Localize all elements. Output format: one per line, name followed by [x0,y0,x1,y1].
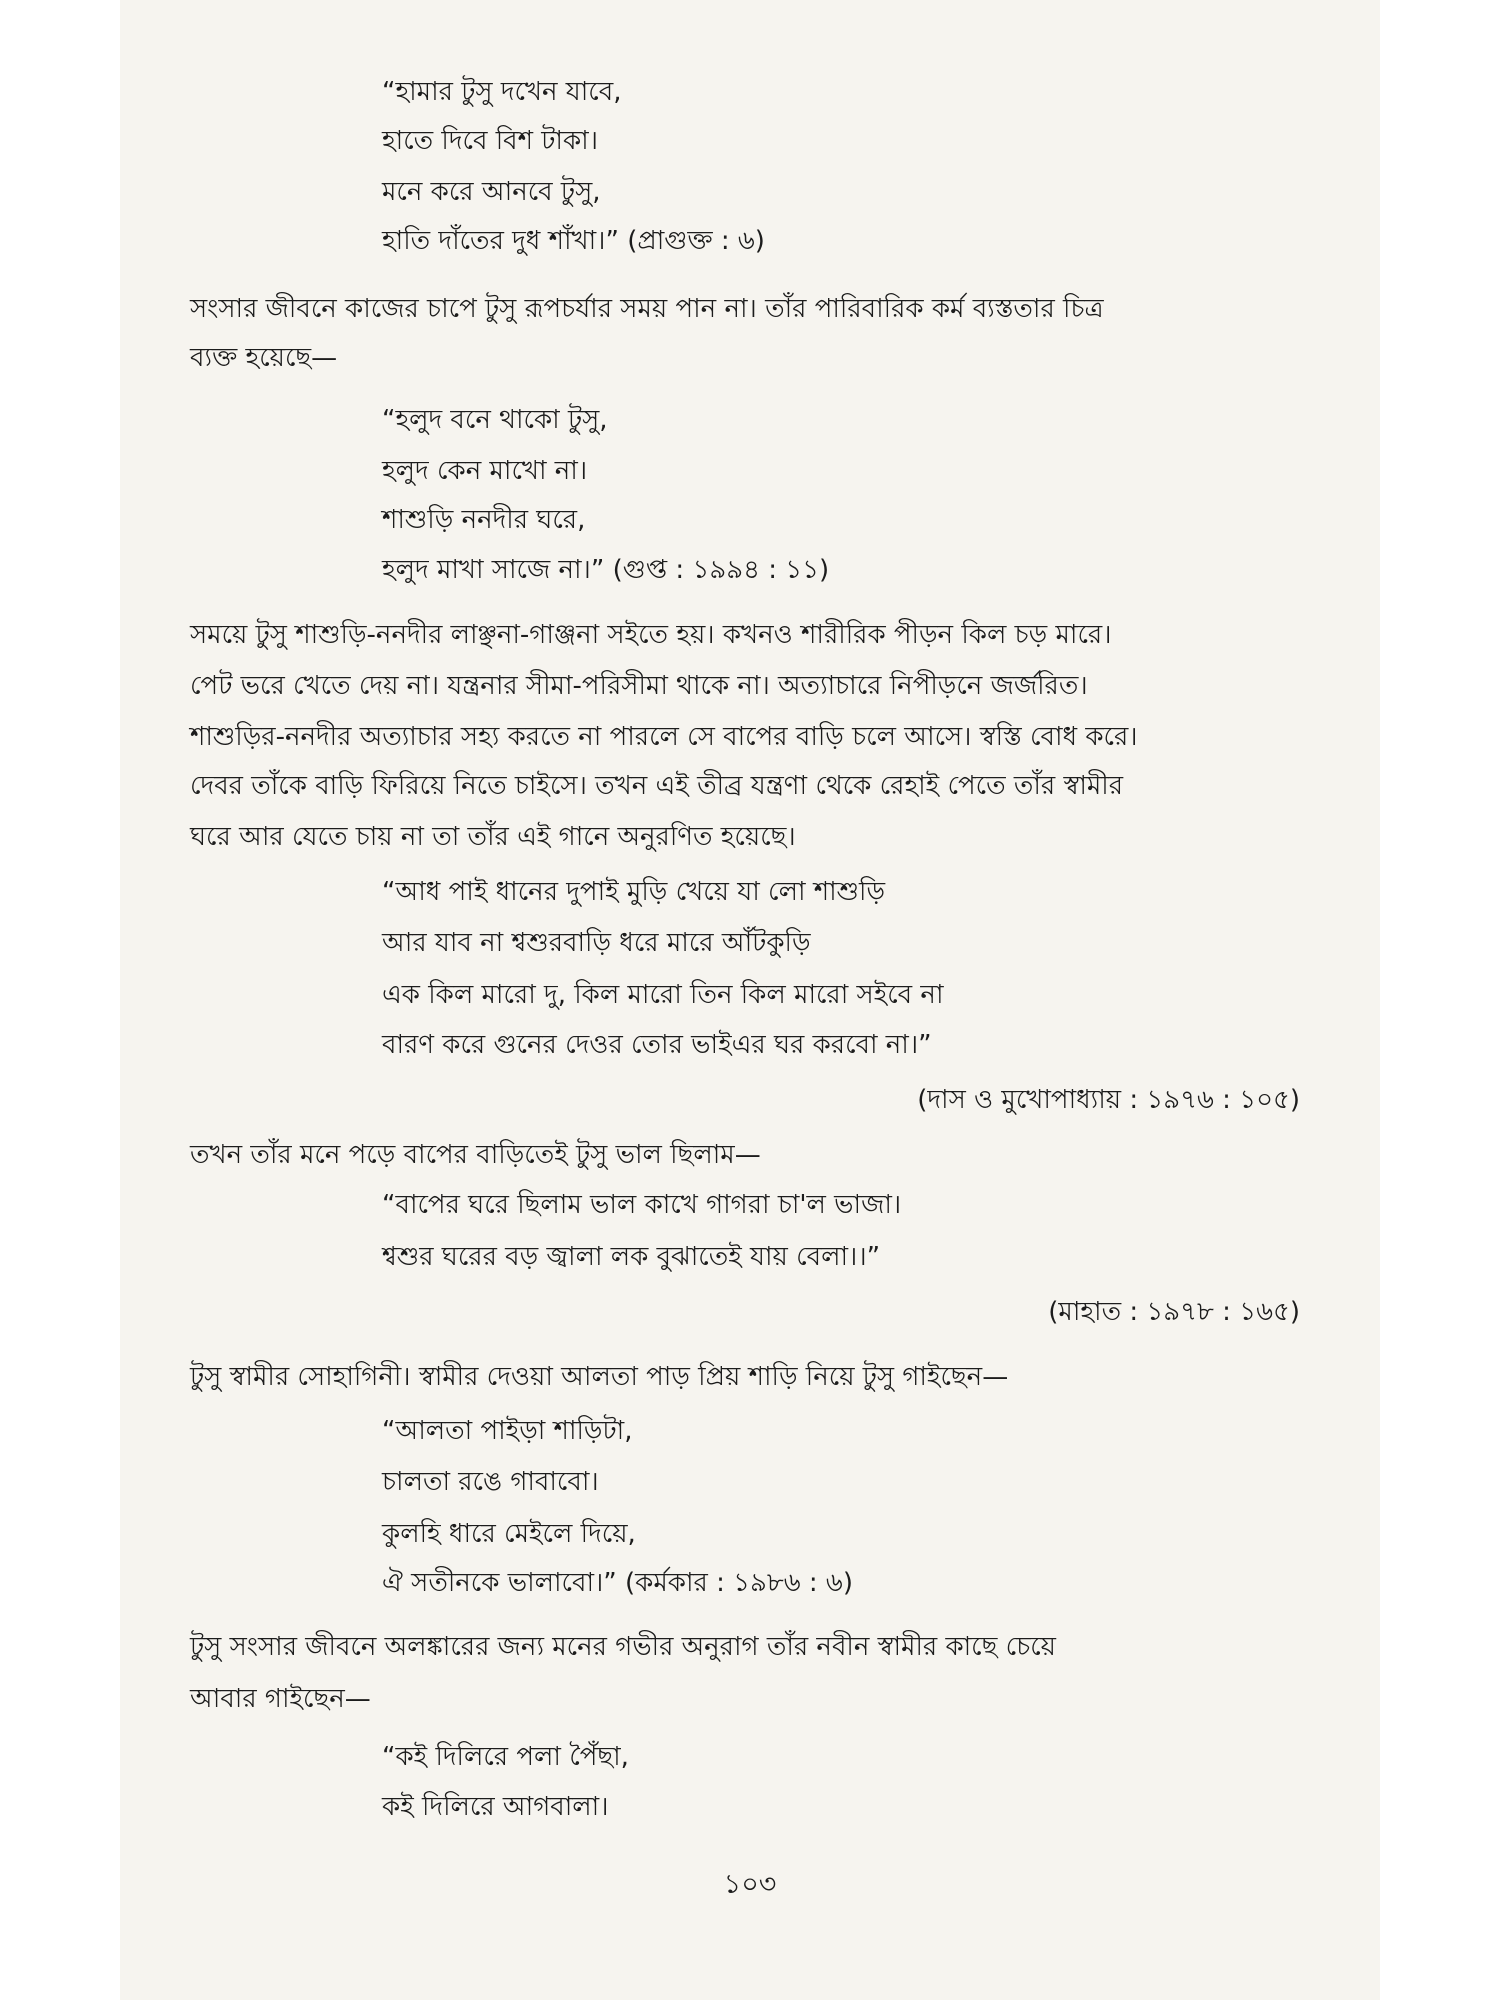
verse-line: “হলুদ বনে থাকো টুসু, [382,405,608,435]
verse-line: শ্বশুর ঘরের বড় জ্বালা লক বুঝাতেই যায় বেলা।।” [382,1242,881,1272]
verse-line: “বাপের ঘরে ছিলাম ভাল কাখে গাগরা চা'ল ভাজা। [382,1190,902,1220]
verse-line: চালতা রঙে গাবাবো। [382,1467,599,1497]
verse-line: “কই দিলিরে পলা পৈঁছা, [382,1742,629,1772]
paragraph-line: ঘরে আর যেতে চায় না তা তাঁর এই গানে অনুরণিত হয়েছে। [190,822,796,852]
paragraph-line: টুসু সংসার জীবনে অলঙ্কারের জন্য মনের গভীর অনুরাগ তাঁর নবীন স্বামীর কাছে চেয়ে [190,1632,1056,1662]
page-number: ১০৩ [723,1869,777,1900]
verse-line-with-citation: হলুদ মাখা সাজে না।” (গুপ্ত : ১৯৯৪ : ১১) [382,555,830,585]
verse-line: আর যাব না শ্বশুরবাড়ি ধরে মারে আঁটকুড়ি [382,928,811,958]
paragraph-line: সময়ে টুসু শাশুড়ি-ননদীর লাঞ্ছনা-গাঞ্জনা সইতে হয়। কখনও শারীরিক পীড়ন কিল চড় মারে। [190,620,1112,650]
verse-line: হলুদ কেন মাখো না। [382,456,588,486]
verse-line: মনে করে আনবে টুসু, [382,177,601,207]
verse-line: হাতে দিবে বিশ টাকা। [382,126,598,156]
paragraph-line: পেট ভরে খেতে দেয় না। যন্ত্রনার সীমা-পরিসীমা থাকে না। অত্যাচারে নিপীড়নে জর্জরিত। [190,671,1088,701]
show-through-text [820,75,828,109]
verse-line: বারণ করে গুনের দেওর তোর ভাইএর ঘর করবো না।” [382,1030,932,1060]
verse-line: কই দিলিরে আগবালা। [382,1792,609,1822]
paragraph-line: দেবর তাঁকে বাড়ি ফিরিয়ে নিতে চাইসে। তখন এই তীব্র যন্ত্রণা থেকে রেহাই পেতে তাঁর স্বামীর [190,771,1124,801]
paragraph-line: সংসার জীবনে কাজের চাপে টুসু রূপচর্যার সময় পান না। তাঁর পারিবারিক কর্ম ব্যস্ততার চিত্র [190,294,1104,324]
verse-line: “হামার টুসু দখেন যাবে, [382,77,622,107]
verse-line: “আধ পাই ধানের দুপাই মুড়ি খেয়ে যা লো শাশুড়ি [382,877,886,907]
paragraph-line: শাশুড়ির-ননদীর অত্যাচার সহ্য করতে না পারলে সে বাপের বাড়ি চলে আসে। স্বস্তি বোধ করে। [190,722,1138,752]
verse-line: এক কিল মারো দু, কিল মারো তিন কিল মারো সইবে না [382,980,944,1010]
verse-line-with-citation: ঐ সতীনকে ভালাবো।” (কর্মকার : ১৯৮৬ : ৬) [382,1568,853,1598]
verse-line: কুলহি ধারে মেইলে দিয়ে, [382,1519,636,1549]
paragraph-line: ব্যক্ত হয়েছে— [190,343,338,373]
paragraph-line: আবার গাইছেন— [190,1684,371,1714]
verse-line: শাশুড়ি ননদীর ঘরে, [382,505,586,535]
verse-line-with-citation: হাতি দাঁতের দুধ শাঁখা।” (প্রাগুক্ত : ৬) [382,226,765,256]
paragraph-line: তখন তাঁর মনে পড়ে বাপের বাড়িতেই টুসু ভাল ছিলাম— [190,1140,761,1170]
paragraph-line: টুসু স্বামীর সোহাগিনী। স্বামীর দেওয়া আলতা পাড় প্রিয় শাড়ি নিয়ে টুসু গাইছেন— [190,1362,1009,1392]
citation: (দাস ও মুখোপাধ্যায় : ১৯৭৬ : ১০৫) [917,1085,1300,1115]
citation: (মাহাত : ১৯৭৮ : ১৬৫) [1048,1297,1300,1327]
verse-line: “আলতা পাইড়া শাড়িটা, [382,1416,633,1446]
